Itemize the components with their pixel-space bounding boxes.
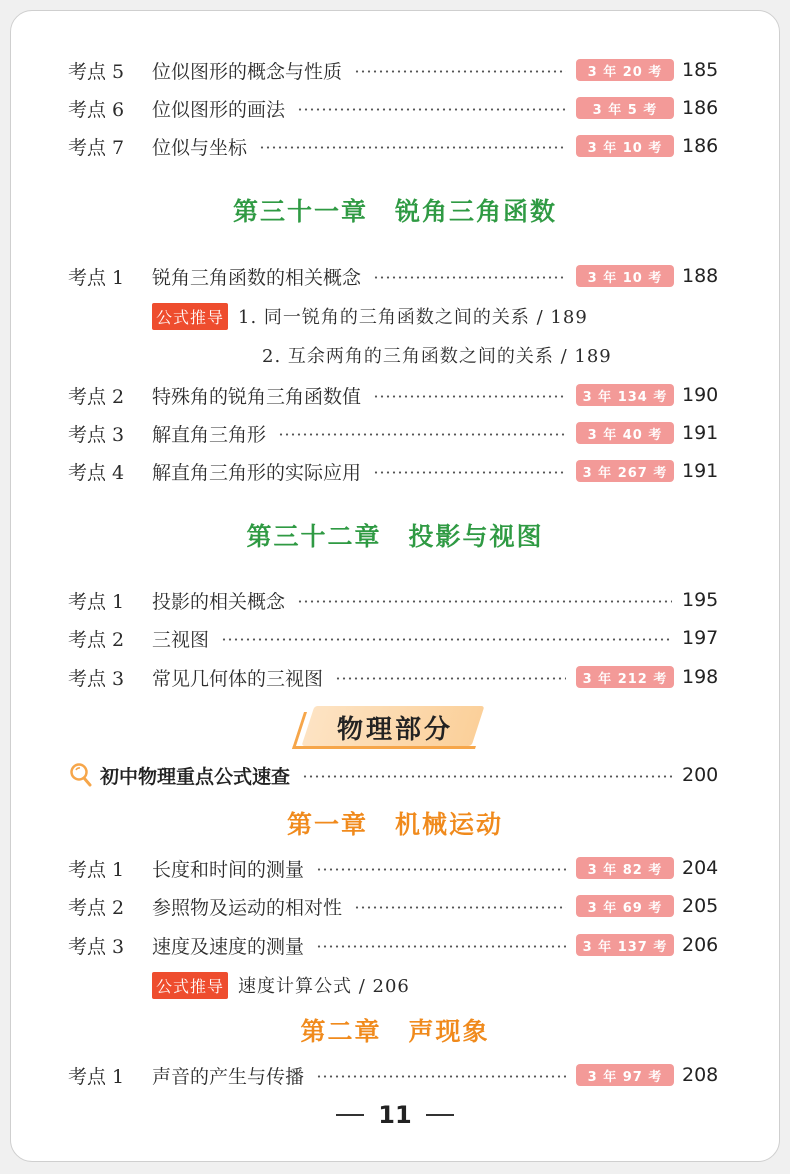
dot-leader xyxy=(302,775,672,778)
page-number: 206 xyxy=(682,934,719,956)
toc-row[interactable] xyxy=(68,585,720,615)
toc-row[interactable] xyxy=(68,261,720,291)
kaodian-label: 考点 3 xyxy=(68,667,125,690)
formula-entry[interactable] xyxy=(152,970,410,1000)
formula-entry[interactable] xyxy=(152,301,588,331)
page-number: 191 xyxy=(682,460,719,482)
formula-tag: 公式推导 xyxy=(152,972,228,999)
frequency-badge: 3 年 69 考 xyxy=(576,895,674,917)
kaodian-label: 考点 3 xyxy=(68,935,125,958)
chapter-title: 第二章 声现象 xyxy=(300,1017,490,1046)
row-title: 位似与坐标 xyxy=(152,136,248,159)
toc-row[interactable] xyxy=(68,456,720,486)
toc-row[interactable] xyxy=(68,623,720,653)
page-number: 186 xyxy=(682,135,719,157)
toc-row[interactable] xyxy=(68,891,720,921)
page-number: 197 xyxy=(682,627,719,649)
kaodian-label: 考点 6 xyxy=(68,98,125,121)
footer-dash-right xyxy=(426,1114,454,1116)
toc-row[interactable] xyxy=(68,662,720,692)
page-number: 186 xyxy=(682,97,719,119)
page-number: 205 xyxy=(682,895,719,917)
kaodian-label: 考点 5 xyxy=(68,60,125,83)
formula-text: 2. 互余两角的三角函数之间的关系 / 189 xyxy=(262,346,612,367)
formula-entry[interactable] xyxy=(262,340,612,370)
dot-leader xyxy=(373,276,566,279)
kaodian-label: 考点 3 xyxy=(68,423,125,446)
row-title: 声音的产生与传播 xyxy=(152,1065,305,1088)
row-title: 长度和时间的测量 xyxy=(152,858,305,881)
dot-leader xyxy=(278,433,566,436)
dot-leader xyxy=(335,677,566,680)
frequency-badge: 3 年 20 考 xyxy=(576,59,674,81)
dot-leader xyxy=(373,471,566,474)
kaodian-label: 考点 1 xyxy=(68,590,125,613)
toc-row[interactable] xyxy=(68,55,720,85)
frequency-badge: 3 年 40 考 xyxy=(576,422,674,444)
page-number: 200 xyxy=(682,764,719,786)
page-number: 208 xyxy=(682,1064,719,1086)
quick-reference-title: 初中物理重点公式速查 xyxy=(100,765,291,788)
kaodian-label: 考点 1 xyxy=(68,266,125,289)
dot-leader xyxy=(221,638,672,641)
row-title: 解直角三角形的实际应用 xyxy=(152,461,362,484)
kaodian-label: 考点 1 xyxy=(68,858,125,881)
quick-reference-row[interactable] xyxy=(68,760,720,790)
dot-leader xyxy=(297,600,672,603)
toc-row[interactable] xyxy=(68,131,720,161)
toc-row[interactable] xyxy=(68,930,720,960)
page-number: 195 xyxy=(682,589,719,611)
dot-leader xyxy=(259,146,566,149)
magnifier-icon xyxy=(68,762,94,788)
row-title: 投影的相关概念 xyxy=(152,590,286,613)
page-number: 191 xyxy=(682,422,719,444)
frequency-badge: 3 年 5 考 xyxy=(576,97,674,119)
formula-text: 速度计算公式 / 206 xyxy=(238,976,410,997)
footer-page-number: 11 xyxy=(378,1101,412,1129)
kaodian-label: 考点 7 xyxy=(68,136,125,159)
dot-leader xyxy=(354,906,566,909)
row-title: 位似图形的画法 xyxy=(152,98,286,121)
frequency-badge: 3 年 97 考 xyxy=(576,1064,674,1086)
dot-leader xyxy=(316,1075,566,1078)
page-number: 198 xyxy=(682,666,719,688)
dot-leader xyxy=(297,108,566,111)
toc-row[interactable] xyxy=(68,93,720,123)
footer-dash-left xyxy=(336,1114,364,1116)
kaodian-label: 考点 2 xyxy=(68,628,125,651)
kaodian-label: 考点 1 xyxy=(68,1065,125,1088)
toc-row[interactable] xyxy=(68,853,720,883)
kaodian-label: 考点 4 xyxy=(68,461,125,484)
frequency-badge: 3 年 82 考 xyxy=(576,857,674,879)
row-title: 特殊角的锐角三角函数值 xyxy=(152,385,362,408)
row-title: 三视图 xyxy=(152,628,210,651)
row-title: 速度及速度的测量 xyxy=(152,935,305,958)
dot-leader xyxy=(316,945,566,948)
dot-leader xyxy=(354,70,566,73)
frequency-badge: 3 年 134 考 xyxy=(576,384,674,406)
toc-row[interactable] xyxy=(68,1060,720,1090)
frequency-badge: 3 年 10 考 xyxy=(576,135,674,157)
row-title: 参照物及运动的相对性 xyxy=(152,896,343,919)
formula-text: 1. 同一锐角的三角函数之间的关系 / 189 xyxy=(238,307,588,328)
chapter-title: 第三十一章 锐角三角函数 xyxy=(232,197,557,226)
dot-leader xyxy=(373,395,566,398)
page-footer xyxy=(0,1098,790,1132)
frequency-badge: 3 年 267 考 xyxy=(576,460,674,482)
section-banner xyxy=(296,704,494,750)
row-title: 解直角三角形 xyxy=(152,423,267,446)
row-title: 锐角三角函数的相关概念 xyxy=(152,266,362,289)
frequency-badge: 3 年 137 考 xyxy=(576,934,674,956)
dot-leader xyxy=(316,868,566,871)
formula-tag: 公式推导 xyxy=(152,303,228,330)
page-number: 185 xyxy=(682,59,719,81)
page-number: 204 xyxy=(682,857,719,879)
frequency-badge: 3 年 212 考 xyxy=(576,666,674,688)
toc-row[interactable] xyxy=(68,380,720,410)
section-title: 物理部分 xyxy=(336,714,453,745)
row-title: 位似图形的概念与性质 xyxy=(152,60,343,83)
page-number: 190 xyxy=(682,384,719,406)
chapter-title: 第一章 机械运动 xyxy=(286,810,503,839)
page-number: 188 xyxy=(682,265,719,287)
row-title: 常见几何体的三视图 xyxy=(152,667,324,690)
kaodian-label: 考点 2 xyxy=(68,896,125,919)
chapter-title: 第三十二章 投影与视图 xyxy=(246,522,544,551)
kaodian-label: 考点 2 xyxy=(68,385,125,408)
toc-row[interactable] xyxy=(68,418,720,448)
frequency-badge: 3 年 10 考 xyxy=(576,265,674,287)
